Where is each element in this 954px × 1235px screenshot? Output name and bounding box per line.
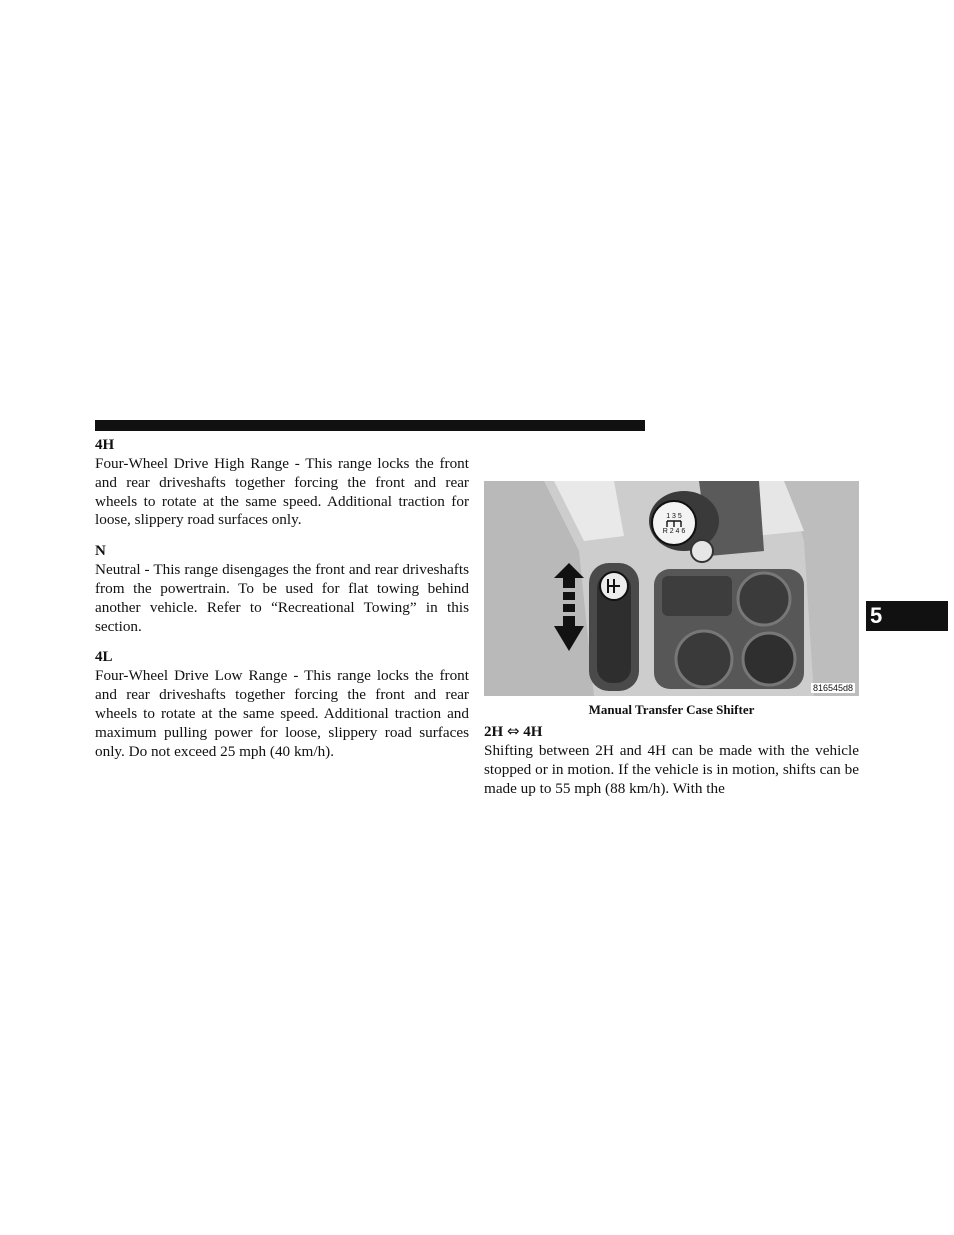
chapter-tab: 5 — [866, 601, 948, 631]
header-rule — [95, 420, 645, 431]
section-heading-n: N — [95, 543, 106, 560]
section-body-n: Neutral - This range disengages the front and rear driveshafts from the powertrain. To be used for flat towing behind another vehicle. Refer to “Recreational Towing” in this section. — [95, 561, 469, 635]
heading-2h: 2H — [484, 724, 504, 740]
svg-text:1 3 5: 1 3 5 — [666, 513, 682, 520]
right-column — [484, 481, 859, 810]
transfer-case-shifter-image — [484, 481, 859, 696]
figure-caption: Manual Transfer Case Shifter — [588, 702, 755, 717]
section-body-4l: Four-Wheel Drive Low Range - This range locks the front and rear driveshafts together forcing the front and rear wheels to rotate at the same speed. Additional traction and maximum pulling power for loose, slippery road surfaces only. Do not exceed 25 mph (40 km/h). — [95, 667, 469, 760]
section-body-2h-4h: Shifting between 2H and 4H can be made with the vehicle stopped or in motion. If the vehicle is in motion, shifts can be made up to 55 mph (88 km/h). With the — [484, 742, 859, 797]
heading-4h: 4H — [523, 724, 543, 740]
double-arrow-icon: ⇔ — [506, 722, 520, 740]
left-column — [95, 436, 469, 773]
svg-text:R 2 4 6: R 2 4 6 — [662, 528, 686, 535]
figure-code: 816545d8 — [812, 683, 853, 693]
shifter-illustration — [484, 481, 859, 696]
section-body-4h: Four-Wheel Drive High Range - This range locks the front and rear driveshafts together forcing the front and rear wheels to rotate at the same speed. Additional traction for loose, slippery road surfaces only. — [95, 455, 469, 529]
section-heading-2h-4h — [484, 722, 859, 742]
section-heading-4h: 4H — [95, 437, 115, 453]
section-heading-4l: 4L — [95, 649, 113, 666]
